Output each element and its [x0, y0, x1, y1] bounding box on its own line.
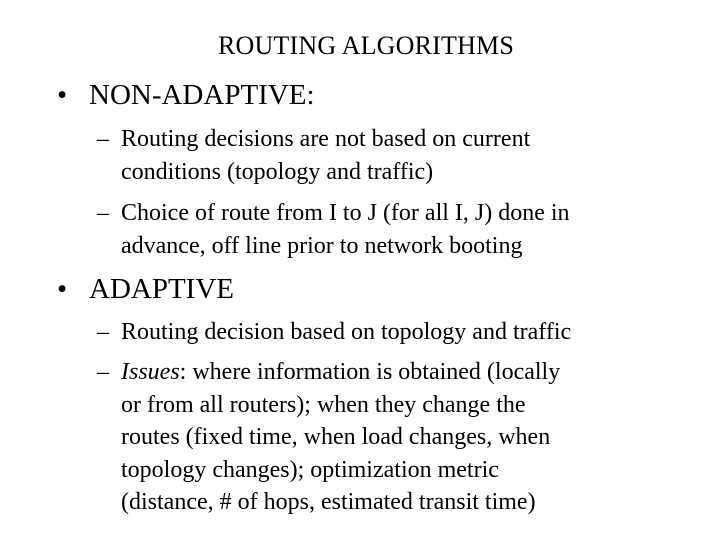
dash: –: [97, 359, 109, 385]
sub-item-issues: [97, 356, 667, 519]
text-line: Routing decisions are not based on current: [121, 126, 531, 152]
sub-item-choice-of-route: [97, 197, 667, 262]
text-line: or from all routers); when they change the: [121, 391, 526, 418]
sub-item-routing-decision-based: [97, 316, 667, 349]
slide-title: ROUTING ALGORITHMS: [217, 31, 515, 60]
heading-non-adaptive: NON-ADAPTIVE: [89, 79, 307, 111]
text-line: advance, off line prior to network booting: [121, 232, 523, 259]
bullet-dot: •: [57, 273, 68, 305]
text-line: topology changes); optimization metric: [121, 456, 499, 483]
text-line: conditions (topology and traffic): [121, 158, 434, 185]
dash: –: [97, 200, 109, 226]
text-fragment: : where information is obtained (locally: [179, 359, 561, 385]
issues-emphasis: Issues: [121, 359, 180, 385]
bullet-adaptive: [57, 271, 234, 307]
text-line: Choice of route from I to J (for all I, J) done in: [121, 200, 570, 226]
text-line: Routing decision based on topology and traffic: [121, 319, 572, 345]
dash: –: [97, 126, 109, 152]
text-line: (distance, # of hops, estimated transit time): [121, 489, 536, 515]
bullet-dot: •: [57, 79, 68, 111]
heading-suffix: :: [306, 79, 315, 111]
bullet-non-adaptive: [57, 77, 315, 113]
heading-adaptive: ADAPTIVE: [89, 273, 234, 305]
sub-item-routing-decisions: [97, 123, 667, 188]
dash: –: [97, 319, 109, 345]
text-line: routes (fixed time, when load changes, when: [121, 424, 551, 450]
text-line-first: [97, 356, 667, 389]
